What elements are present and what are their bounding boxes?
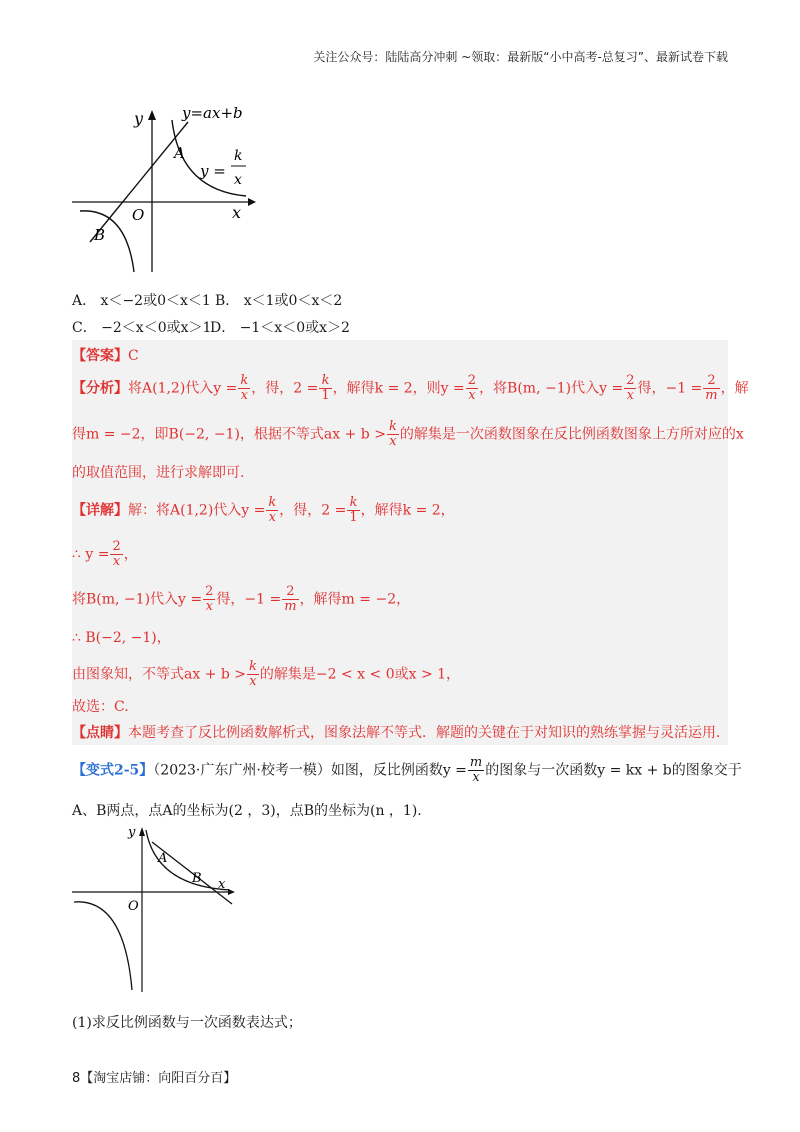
hyperbola-q3 bbox=[80, 211, 134, 272]
detail-text-10: 的解集是−2 < x < 0或x > 1， bbox=[259, 666, 461, 683]
detail-fraction-k-over-x-b: $\frac{k}{x}$ bbox=[249, 659, 257, 689]
detail-text-8: ，解得m = −2， bbox=[299, 591, 411, 608]
detail-fraction-k-over-x: $\frac{k}{x}$ bbox=[268, 495, 277, 525]
variant-tag: 【变式2-5】 bbox=[72, 762, 154, 779]
answer-tag: 【答案】 bbox=[72, 348, 128, 364]
detail-text-6: 将B(m, −1)代入y = bbox=[72, 591, 203, 608]
analysis-text-8: 得m = −2，即B(−2, −1)，根据不等式ax + b > bbox=[72, 426, 386, 443]
detail-fraction-2-over-m: $\frac{2}{m}$ bbox=[284, 584, 297, 614]
detail-fraction-2-over-x-b: $\frac{2}{x}$ bbox=[205, 584, 214, 614]
analysis-text-5: ，将B(m, −1)代入y = bbox=[479, 380, 624, 397]
y-axis-arrow bbox=[148, 110, 156, 120]
figure-2-graph bbox=[70, 822, 245, 994]
detail-text-2: ，得，2 = bbox=[279, 502, 347, 519]
figure-1-graph bbox=[70, 100, 260, 278]
comment-tag: 【点睛】 bbox=[72, 725, 128, 741]
graph1-point-a: A bbox=[174, 144, 185, 162]
fraction-k-over-x-c: $\frac{k}{x}$ bbox=[388, 419, 397, 449]
option-d: D． −1＜x＜0或x＞2 bbox=[210, 320, 350, 336]
detail-line-6: 故选：C. bbox=[72, 699, 129, 715]
option-b: B． x＜1或0＜x＜2 bbox=[215, 293, 343, 309]
variant-text-1: （2023·广东广州·校考一模）如图，反比例函数y = bbox=[153, 762, 467, 779]
fraction-k-over-1: $\frac{k}{1}$ bbox=[321, 373, 330, 403]
hyperbola2-q3 bbox=[74, 902, 132, 990]
detail-line-4: ∴ B(−2, −1)， bbox=[72, 630, 171, 646]
variant-text-2: 的图象与一次函数y = kx + b的图象交于 bbox=[485, 762, 742, 779]
analysis-text-6: 得，−1 = bbox=[637, 380, 703, 397]
graph2-x-label: x bbox=[218, 877, 226, 892]
y-axis-arrow-2 bbox=[139, 827, 145, 836]
analysis-text-3: 2 = bbox=[293, 380, 319, 397]
graph1-origin: O bbox=[132, 206, 145, 224]
analysis-tag: 【分析】 bbox=[72, 380, 128, 397]
detail-text-3: ，解得k = 2， bbox=[360, 502, 455, 519]
comment-text: 本题考查了反比例函数解析式，图象法解不等式．解题的关键在于对知识的熟练掌握与灵活运用． bbox=[128, 725, 730, 741]
detail-line-3 bbox=[72, 585, 410, 614]
option-a: A． x＜−2或0＜x＜1 bbox=[72, 293, 211, 309]
graph1-line-label: y=ax+b bbox=[182, 104, 243, 122]
analysis-text-4: ，解得k = 2，则y = bbox=[332, 380, 465, 397]
page-header: 关注公众号：陆陆高分冲刺 ~领取：最新版“小中高考-总复习”、最新试卷下载 bbox=[313, 50, 728, 64]
detail-line-1 bbox=[72, 496, 455, 525]
detail-text-7: 得，−1 = bbox=[216, 591, 282, 608]
graph1-y-label: y bbox=[134, 109, 144, 128]
page-footer: 8【淘宝店铺：向阳百分百】 bbox=[72, 1071, 237, 1086]
detail-text-4: ∴ y = bbox=[72, 546, 110, 563]
graph2-origin: O bbox=[128, 899, 139, 914]
variant-fraction-m-over-x: $\frac{m}{x}$ bbox=[469, 755, 483, 785]
comment-line bbox=[72, 722, 730, 742]
graph1-curve-num: k bbox=[234, 148, 243, 164]
variant-line-2: A、B两点，点A的坐标为(2 ，3)，点B的坐标为(n ，1). bbox=[72, 803, 422, 819]
fraction-2-over-x-b: $\frac{2}{x}$ bbox=[626, 373, 635, 403]
graph2-point-a: A bbox=[158, 851, 168, 866]
analysis-line-2 bbox=[72, 420, 744, 449]
fraction-2-over-x: $\frac{2}{x}$ bbox=[467, 373, 477, 403]
analysis-text-1: 将A(1,2)代入y = bbox=[128, 380, 238, 397]
analysis-text-2: ，得， bbox=[251, 380, 294, 397]
fraction-2-over-m: $\frac{2}{m}$ bbox=[705, 373, 718, 403]
x-axis-arrow bbox=[248, 198, 256, 206]
fraction-k-over-x: $\frac{k}{x}$ bbox=[240, 373, 249, 403]
graph1-curve-den: x bbox=[234, 172, 242, 188]
detail-text-5: ， bbox=[123, 546, 138, 563]
option-c: C． −2＜x＜0或x＞1 bbox=[72, 320, 212, 336]
graph1-curve-y: y = bbox=[200, 162, 226, 180]
detail-tag: 【详解】 bbox=[72, 502, 128, 519]
detail-text-9: 由图象知，不等式ax + b > bbox=[72, 666, 247, 683]
analysis-line-1 bbox=[72, 374, 749, 403]
detail-text-1: 解：将A(1,2)代入y = bbox=[128, 502, 266, 519]
detail-fraction-2-over-x: $\frac{2}{x}$ bbox=[112, 539, 121, 569]
answer-line bbox=[72, 345, 139, 365]
detail-fraction-k-over-1: $\frac{k}{1}$ bbox=[349, 495, 358, 525]
variant-line-1 bbox=[72, 756, 742, 785]
analysis-text-7: ，解 bbox=[720, 380, 749, 397]
graph1-point-b: B bbox=[94, 226, 106, 244]
question-1: (1)求反比例函数与一次函数表达式； bbox=[72, 1015, 302, 1031]
detail-line-2 bbox=[72, 540, 138, 569]
analysis-text-9: 的解集是一次函数图象在反比例函数图象上方所对应的x bbox=[399, 426, 744, 443]
line-ax-b bbox=[90, 122, 188, 242]
graph2-y-label: y bbox=[128, 825, 136, 840]
analysis-line-3: 的取值范围，进行求解即可. bbox=[72, 465, 245, 481]
answer-value: C bbox=[128, 348, 139, 364]
graph2-point-b: B bbox=[192, 871, 202, 886]
detail-line-5 bbox=[72, 660, 460, 689]
graph1-x-label: x bbox=[232, 203, 242, 222]
